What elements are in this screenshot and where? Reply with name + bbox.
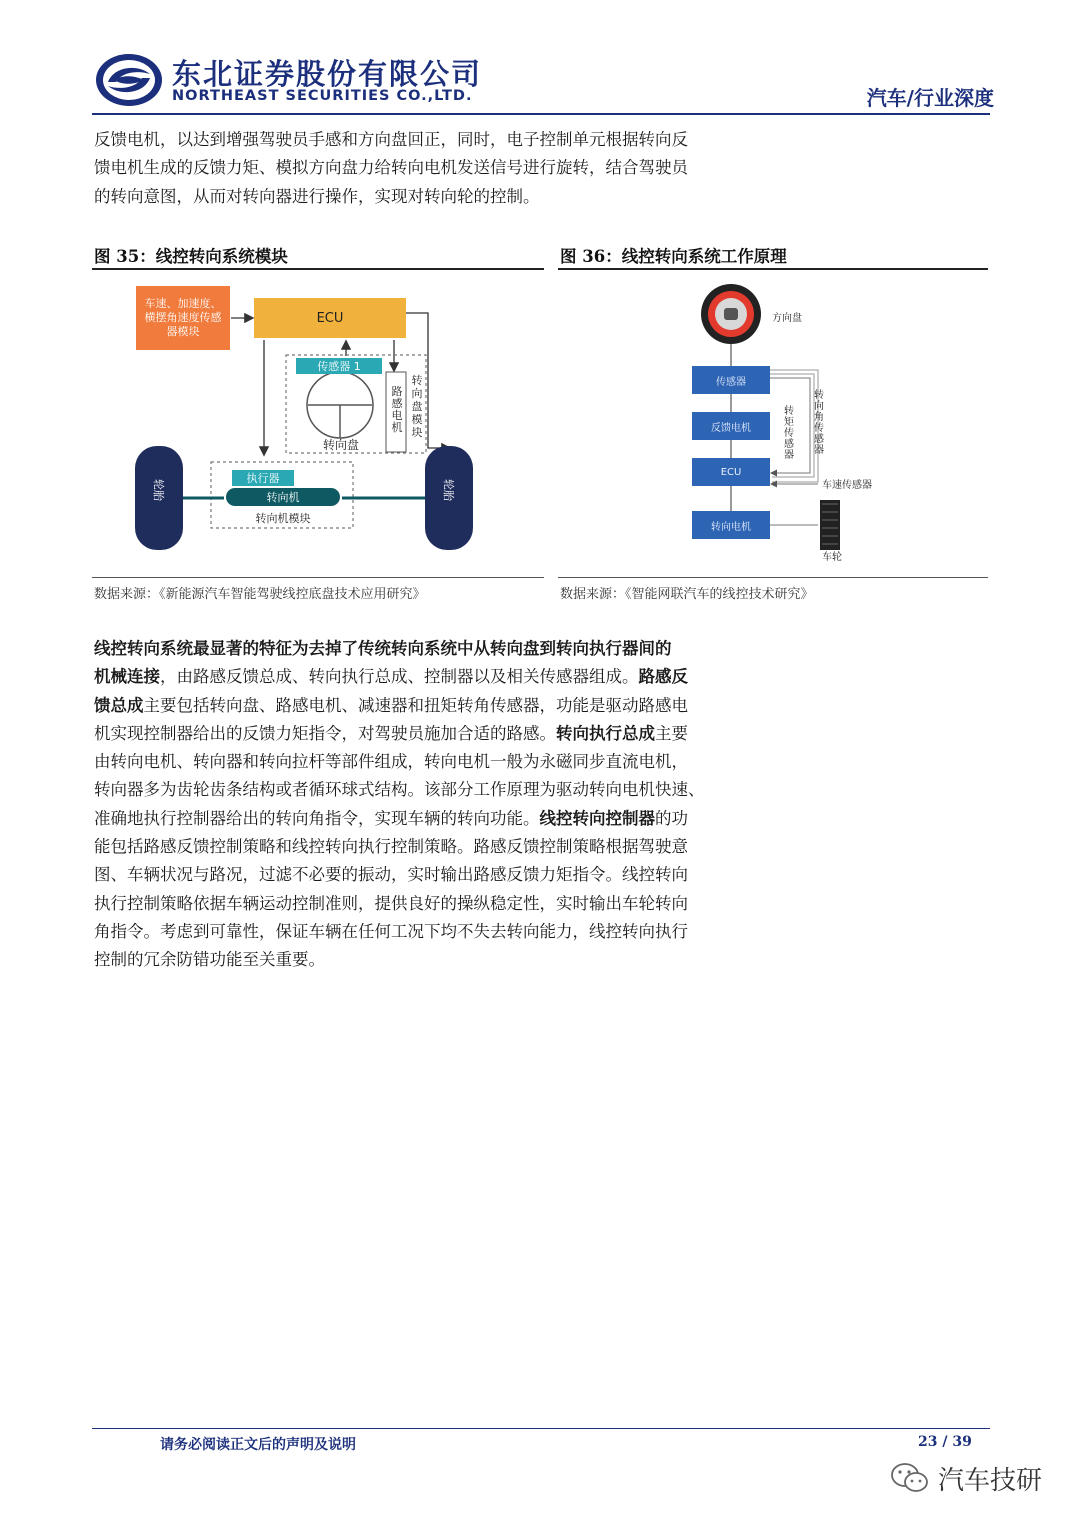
- body-text: 准确地执行控制器给出的转向角指令，实现车辆的转向功能。: [94, 808, 540, 828]
- steering-gear-module-label: 转向机模块: [255, 512, 311, 525]
- page-number: 23 / 39: [918, 1434, 972, 1450]
- intro-line: 的转向意图，从而对转向器进行操作，实现对转向轮的控制。: [94, 186, 540, 206]
- body-emphasis: 线控转向控制器: [539, 808, 655, 828]
- body-text: ，由路感反馈总成、转向执行总成、控制器以及相关传感器组成。: [160, 667, 639, 687]
- section-tag: 汽车/行业深度: [866, 86, 994, 110]
- angle-sensor-label: 转向角传感器: [814, 390, 824, 456]
- speed-sensor-label: 车速传感器: [822, 480, 872, 491]
- figure-35-title: 图 35：线控转向系统模块: [94, 247, 288, 266]
- figure-35-top-rule: [92, 268, 544, 270]
- company-logo-icon: [94, 52, 164, 108]
- figure-35-diagram: [94, 278, 544, 568]
- steering-motor-block: 转向电机: [692, 511, 770, 539]
- body-text: 主要: [655, 723, 688, 743]
- body-text: 机实现控制器给出的反馈力矩指令，对驾驶员施加合适的路感。: [94, 723, 556, 743]
- body-line: [94, 890, 794, 918]
- ecu-block: ECU: [692, 458, 770, 486]
- body-emphasis: 线控转向系统最显著的特征为去掉了传统转向系统中从转向盘到转向执行器间的: [94, 639, 672, 658]
- figure-36-diagram: [560, 278, 988, 568]
- body-text: 能包括路感反馈控制策略和线控转向执行控制策略。路感反馈控制策略根据驾驶意: [94, 837, 688, 857]
- ecu-box: ECU: [254, 298, 406, 338]
- feedback-motor-block: 反馈电机: [692, 412, 770, 440]
- body-text: 图、车辆状况与路况，过滤不必要的振动，实时输出路感反馈力矩指令。线控转向: [94, 865, 688, 885]
- steering-gear-box: 转向机: [226, 488, 340, 506]
- body-line: [94, 748, 794, 776]
- body-text: 控制的冗余防错功能至关重要。: [94, 950, 325, 970]
- figure-36-title: 图 36：线控转向系统工作原理: [560, 247, 787, 266]
- watermark-text: 汽车技研: [938, 1465, 1043, 1496]
- steering-wheel-module-label: 转向盘模块: [411, 374, 423, 439]
- body-line: [94, 918, 794, 946]
- steering-wheel-label: 方向盘: [772, 313, 802, 324]
- body-line: [94, 692, 794, 720]
- steering-wheel-label: 转向盘: [322, 438, 359, 452]
- wheel-label: 车轮: [822, 552, 842, 563]
- body-text: 执行控制策略依据车辆运动控制准则，提供良好的操纵稳定性，实时输出车轮转向: [94, 893, 688, 913]
- body-text: 角指令。考虑到可靠性，保证车辆在任何工况下均不失去转向能力，线控转向执行: [94, 921, 688, 941]
- body-text: 的功: [655, 808, 688, 828]
- intro-paragraph: [94, 126, 794, 211]
- sensor-block: 传感器: [692, 366, 770, 394]
- company-name-cn: 东北证券股份有限公司: [172, 57, 483, 91]
- actuator-box: 执行器: [232, 470, 294, 486]
- wechat-icon: [890, 1461, 930, 1495]
- company-name-en: NORTHEAST SECURITIES CO.,LTD.: [172, 88, 473, 104]
- figure-36-top-rule: [558, 268, 988, 270]
- figure-36-bottom-rule: [558, 577, 988, 578]
- body-line: [94, 861, 794, 889]
- sensor-1-box: 传感器 1: [296, 358, 382, 374]
- page-header: [0, 0, 1080, 120]
- torque-sensor-label: 转矩传感器: [784, 406, 794, 461]
- body-line: [94, 776, 794, 804]
- body-line: [94, 805, 794, 833]
- body-paragraph: [94, 635, 794, 975]
- body-line: [94, 720, 794, 748]
- intro-line: 馈电机生成的反馈力矩、模拟方向盘力给转向电机发送信号进行旋转，结合驾驶员: [94, 158, 688, 178]
- body-emphasis: 转向执行总成: [556, 723, 655, 743]
- intro-line: 反馈电机，以达到增强驾驶员手感和方向盘回正，同时，电子控制单元根据转向反: [94, 130, 688, 149]
- footer-divider: [92, 1428, 990, 1429]
- sensor-module-box: 车速、加速度、横摆角速度传感器模块: [136, 286, 230, 350]
- body-line: [94, 663, 794, 691]
- body-text: 转向器多为齿轮齿条结构或者循环球式结构。该部分工作原理为驱动转向电机快速、: [94, 780, 705, 800]
- body-line: [94, 833, 794, 861]
- footer-disclaimer: 请务必阅读正文后的声明及说明: [160, 1437, 356, 1453]
- figure-35-source: 数据来源：《新能源汽车智能驾驶线控底盘技术应用研究》: [94, 587, 426, 602]
- left-tire-label: 轮胎: [152, 479, 165, 501]
- watermark: [890, 1458, 1042, 1498]
- header-divider: [92, 113, 990, 115]
- figure-36-source: 数据来源：《智能网联汽车的线控技术研究》: [560, 587, 814, 602]
- body-emphasis: 路感反: [638, 667, 688, 687]
- body-emphasis: 馈总成: [94, 695, 144, 715]
- body-line: [94, 946, 794, 974]
- body-line: [94, 635, 794, 663]
- body-text: 由转向电机、转向器和转向拉杆等部件组成，转向电机一般为永磁同步直流电机，: [94, 752, 688, 772]
- figure-35-bottom-rule: [92, 577, 544, 578]
- body-emphasis: 机械连接: [94, 667, 160, 687]
- road-feel-motor-label: 路感电机: [391, 385, 403, 434]
- body-text: 主要包括转向盘、路感电机、减速器和扭矩转角传感器，功能是驱动路感电: [143, 695, 688, 715]
- right-tire-label: 轮胎: [442, 479, 455, 501]
